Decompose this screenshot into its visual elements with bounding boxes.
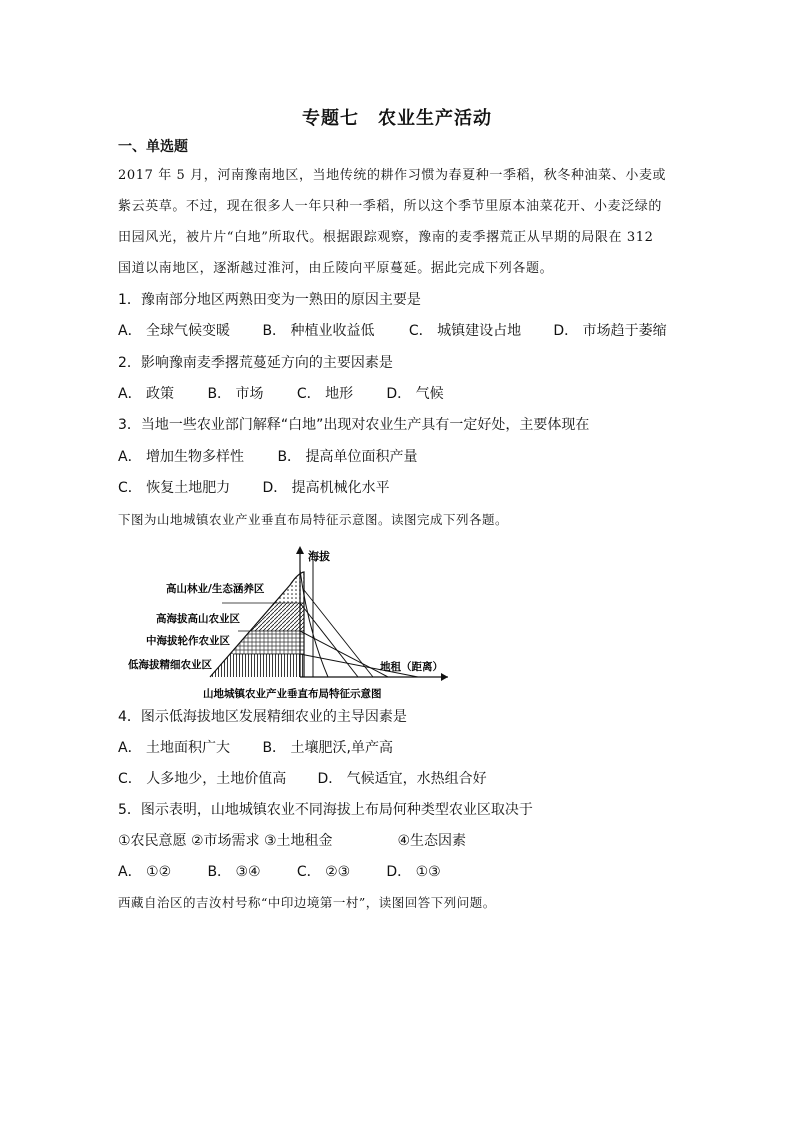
question-5-stem: 5．图示表明，山地城镇农业不同海拔上布局何种类型农业区取决于 xyxy=(118,802,533,818)
option-a: A． ①② xyxy=(118,864,172,880)
x-axis-label: 地租（距离） xyxy=(380,661,443,673)
intro-line: 2017 年 5 月，河南豫南地区，当地传统的耕作习惯为春夏种一季稻，秋冬种油菜、小麦或 xyxy=(118,168,667,183)
question-4-options-cd xyxy=(118,768,487,788)
items-1-3: ①农民意愿 ②市场需求 ③土地租金 xyxy=(118,833,333,849)
option-c: C． 城镇建设占地 xyxy=(408,323,522,339)
zone-label-forest: 高山林业/生态涵养区 xyxy=(166,583,265,595)
question-3-options-cd xyxy=(118,477,390,497)
option-d: D． 市场趋于萎缩 xyxy=(553,323,667,339)
option-b: B． ③④ xyxy=(207,864,261,880)
question-3-stem: 3．当地一些农业部门解释“白地”出现对农业生产具有一定好处，主要体现在 xyxy=(118,417,590,433)
figure-intro: 下图为山地城镇农业产业垂直布局特征示意图。读图完成下列各题。 xyxy=(118,512,509,527)
option-d: D． 气候 xyxy=(386,386,444,402)
option-a: A． 政策 xyxy=(118,386,175,402)
question-5-items xyxy=(118,830,466,850)
last-intro: 西藏自治区的吉汝村号称“中印边境第一村”，读图回答下列问题。 xyxy=(118,895,496,910)
option-c: C． ②③ xyxy=(296,864,351,880)
option-a: A． 土地面积广大 xyxy=(118,740,231,756)
question-3-options-ab xyxy=(118,446,418,466)
question-4-stem: 4．图示低海拔地区发展精细农业的主导因素是 xyxy=(118,709,407,725)
intro-line: 紫云英草。不过，现在很多人一年只种一季稻，所以这个季节里原本油菜花开、小麦泛绿的 xyxy=(118,199,663,214)
question-2-stem: 2．影响豫南麦季撂荒蔓延方向的主要因素是 xyxy=(118,355,393,371)
intro-line: 田园风光，被片片“白地”所取代。根据跟踪观察，豫南的麦季撂荒正从早期的局限在 312 xyxy=(118,230,654,245)
zone-label-mid: 中海拔轮作农业区 xyxy=(146,635,230,647)
question-1-options xyxy=(118,320,667,340)
option-d: D． ①③ xyxy=(386,864,441,880)
section-heading: 一、单选题 xyxy=(118,139,188,155)
question-4-options-ab xyxy=(118,737,393,757)
option-d: D． 提高机械化水平 xyxy=(262,480,390,496)
zone-label-high: 高海拔高山农业区 xyxy=(156,613,240,625)
option-b: B． 种植业收益低 xyxy=(262,323,375,339)
intro-line: 国道以南地区，逐渐越过淮河，由丘陵向平原蔓延。据此完成下列各题。 xyxy=(118,261,554,276)
page-title: 专题七 农业生产活动 xyxy=(302,108,492,129)
option-a: A． 全球气候变暖 xyxy=(118,323,231,339)
option-c: C． 恢复土地肥力 xyxy=(118,480,231,496)
option-b: B． 市场 xyxy=(207,386,264,402)
zone-low-fill xyxy=(198,654,308,677)
question-1-stem: 1．豫南部分地区两熟田变为一熟田的原因主要是 xyxy=(118,292,421,308)
option-c: C． 人多地少，土地价值高 xyxy=(118,771,287,787)
altitude-rent-diagram xyxy=(118,540,458,705)
option-c: C． 地形 xyxy=(296,386,354,402)
option-d: D． 气候适宜，水热组合好 xyxy=(317,771,487,787)
y-axis-label: 海拔 xyxy=(308,550,330,563)
option-a: A． 增加生物多样性 xyxy=(118,449,245,465)
option-b: B． 土壤肥沃,单产高 xyxy=(262,740,393,756)
item-4: ④生态因素 xyxy=(397,833,467,849)
question-5-options xyxy=(118,861,441,881)
zone-label-low: 低海拔精细农业区 xyxy=(128,659,212,671)
option-b: B． 提高单位面积产量 xyxy=(277,449,418,465)
figure-caption: 山地城镇农业产业垂直布局特征示意图 xyxy=(203,688,382,700)
question-2-options xyxy=(118,383,444,403)
